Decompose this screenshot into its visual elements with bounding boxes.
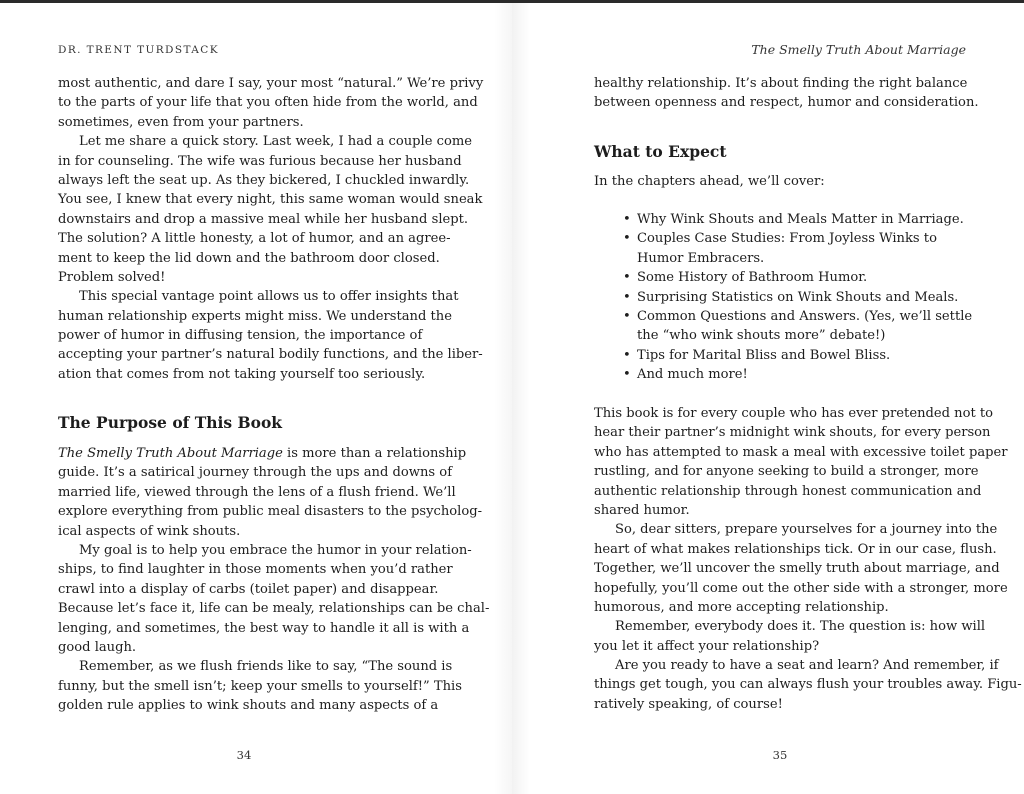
text-line: guide. It’s a satirical journey through the ups and downs of [58,465,453,481]
bullet-dot: • [623,212,631,227]
text-line: Together, we’ll uncover the smelly truth about marriage, and [594,561,1000,577]
text-line: power of humor in diffusing tension, the importance of [58,328,423,344]
text-line: explore everything from public meal disasters to the psycholog- [58,504,483,520]
text-line: accepting your partner’s natural bodily functions, and the liber- [58,347,483,363]
text-line: Remember, everybody does it. The question is: how will [615,619,986,635]
bullet-item [594,307,982,326]
text-line: golden rule applies to wink shouts and many aspects of a [58,698,439,714]
text-line: shared humor. [594,502,690,518]
text-line: healthy relationship. It’s about finding the right balance [594,76,968,91]
text-line: to the parts of your life that you often hide from the world, and [58,95,478,111]
right-gutter-shadow [512,3,530,794]
text-line: married life, viewed through the lens of a flush friend. We’ll [58,484,456,500]
text-line: humorous, and more accepting relationship. [594,599,889,615]
section-heading-purpose: The Purpose of This Book [58,413,283,432]
bullet-text: Couples Case Studies: From Joyless Winks to [637,231,937,247]
text-line: My goal is to help you embrace the humor in your relation- [79,542,472,558]
bullet-item [594,268,982,287]
left-section-heading-wrap [58,413,466,432]
bullet-continuation: the “who wink shouts more” debate!) [637,328,886,344]
bullet-item [594,229,982,248]
text-line: Let me share a quick story. Last week, I had a couple come [79,134,473,150]
page-number-right: 35 [772,748,788,762]
text-line: ships, to find laughter in those moments when you’d rather [58,562,453,578]
bullet-dot: • [623,347,631,363]
bullet-dot: • [623,308,631,324]
running-head-right: The Smelly Truth About Marriage [751,42,966,57]
bullet-item [594,210,982,229]
bullet-dot: • [623,270,631,286]
text-line: Problem solved! [58,269,166,285]
text-line: This special vantage point allows us to offer insights that [79,289,459,305]
bullet-dot: • [623,367,631,383]
bullet-text: Common Questions and Answers. (Yes, we’ll settle [637,308,973,324]
bullet-item [594,346,982,365]
text-line: ical aspects of wink shouts. [58,523,241,539]
text-line: Are you ready to have a seat and learn? And remember, if [615,658,999,674]
bullet-item [594,365,982,384]
text-line: sometimes, even from your partners. [58,114,304,130]
text-line: things get tough, you can always flush your troubles away. Figu- [594,677,1022,693]
text-line: between openness and respect, humor and consideration. [594,95,979,111]
text-line: hopefully, you’ll come out the other side with a stronger, more [594,580,1008,596]
text-line: rustling, and for anyone seeking to build a stronger, more [594,464,979,480]
bullet-text: Surprising Statistics on Wink Shouts and Meals. [637,289,959,305]
text-line: you let it affect your relationship? [594,638,820,654]
bullet-item [594,288,982,307]
text-line: downstairs and drop a massive meal while her husband slept. [58,211,469,227]
page-number-left: 34 [236,748,252,762]
text-line: who has attempted to mask a meal with excessive toilet paper [594,444,1008,460]
right-section-heading-wrap [594,142,982,161]
chapter-bullet-list [594,210,982,385]
bullet-continuation: Humor Embracers. [637,250,765,266]
text-line-rest: is more than a relationship [282,446,467,461]
bullet-text: Some History of Bathroom Humor. [637,270,868,286]
right-text-block-1 [594,74,982,113]
bullet-dot: • [623,289,631,305]
text-line: funny, but the smell isn’t; keep your smells to yourself!” This [58,678,462,694]
text-line: lenging, and sometimes, the best way to handle it all is with a [58,620,470,636]
left-gutter-shadow [494,3,512,794]
text-line: In the chapters ahead, we’ll cover: [594,174,825,189]
text-line: ratively speaking, of course! [594,696,783,712]
text-line: This book is for every couple who has ever pretended not to [594,406,994,421]
text-line [58,444,466,463]
text-line: ation that comes from not taking yourself too seriously. [58,366,426,382]
section-heading-expect: What to Expect [594,142,727,161]
bullet-dot: • [623,231,631,247]
text-line: most authentic, and dare I say, your most “natural.” We’re privy [58,76,484,91]
bullet-text: Why Wink Shouts and Meals Matter in Marriage. [637,212,964,227]
left-page [0,3,512,794]
text-line: heart of what makes relationships tick. Or in our case, flush. [594,541,997,557]
text-line: good laugh. [58,639,137,655]
right-intro [594,172,982,191]
text-line: hear their partner’s midnight wink shouts, for every person [594,425,991,441]
text-line: authentic relationship through honest communication and [594,483,982,499]
left-text-block-1 [58,74,484,384]
text-line: So, dear sitters, prepare yourselves for a journey into the [615,522,998,538]
text-line: Because let’s face it, life can be mealy, relationships can be chal- [58,601,490,617]
text-line: You see, I knew that every night, this same woman would sneak [58,192,483,208]
text-line: always left the seat up. As they bickered, I chuckled inwardly. [58,172,470,188]
text-line: in for counseling. The wife was furious because her husband [58,153,462,169]
running-head-left: DR. TRENT TURDSTACK [58,44,219,56]
bullet-text: And much more! [637,367,748,383]
text-line: The solution? A little honesty, a lot of humor, and an agree- [58,231,451,247]
bullet-text: Tips for Marital Bliss and Bowel Bliss. [637,347,891,363]
left-text-block-2 [58,444,490,715]
text-line: ment to keep the lid down and the bathroom door closed. [58,250,440,266]
text-line: crawl into a display of carbs (toilet paper) and disappear. [58,581,439,597]
book-title-italic: The Smelly Truth About Marriage [58,446,283,461]
text-line: Remember, as we flush friends like to say, “The sound is [79,659,453,675]
right-page [512,3,1024,794]
text-line: human relationship experts might miss. We understand the [58,308,452,324]
right-text-block-2 [594,404,1022,714]
